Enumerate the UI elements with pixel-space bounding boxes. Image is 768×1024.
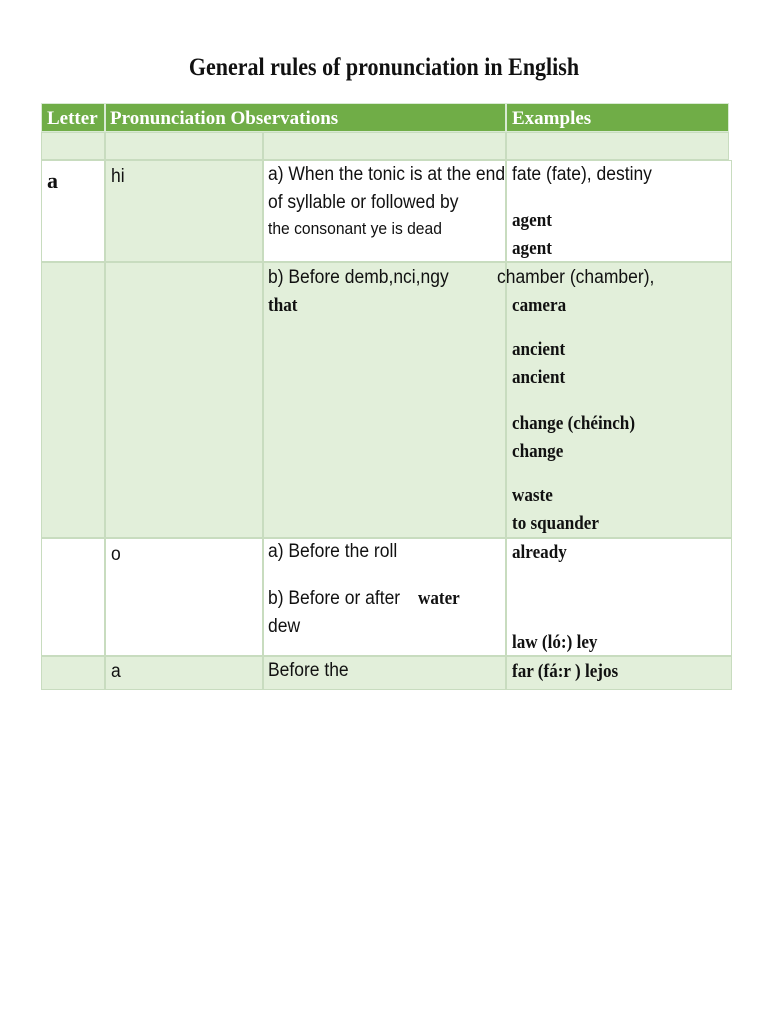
example-line: to squander xyxy=(512,513,599,534)
example-line: change xyxy=(512,441,564,462)
header-cell-pronunciation xyxy=(105,103,506,132)
observation-line: water xyxy=(418,588,460,609)
example-line: ancient xyxy=(512,367,566,388)
example-line: already xyxy=(512,542,567,563)
example-line: camera xyxy=(512,295,567,316)
pronunciation-value: a xyxy=(111,661,121,682)
table-row-2-pronunciation xyxy=(105,262,263,538)
example-line: law (ló:) ley xyxy=(512,632,598,653)
observation-line: of syllable or followed by xyxy=(268,192,459,213)
example-line: chamber (chamber), xyxy=(497,267,655,288)
table-row-2-observations xyxy=(263,262,506,538)
observation-line: a) When the tonic is at the end xyxy=(268,164,506,185)
pronunciation-value: hi xyxy=(111,166,125,187)
example-line: change (chéinch) xyxy=(512,413,636,434)
letter-value: a xyxy=(47,168,58,193)
empty-cell xyxy=(105,132,263,160)
table-row-4-pronunciation xyxy=(105,656,263,690)
observation-line: the consonant ye is dead xyxy=(268,219,442,238)
table-row-2-letter xyxy=(41,262,105,538)
example-line: ancient xyxy=(512,339,566,360)
example-line: fate (fate), destiny xyxy=(512,164,652,185)
example-line: waste xyxy=(512,485,553,506)
example-line: agent xyxy=(512,210,552,231)
empty-cell xyxy=(41,132,105,160)
table-row-4-letter xyxy=(41,656,105,690)
pronunciation-value: o xyxy=(111,544,121,565)
observation-line: Before the xyxy=(268,660,349,681)
table-row-1-letter xyxy=(41,160,105,262)
example-line: agent xyxy=(512,238,552,259)
header-pronunciation-label: Pronunciation Observations xyxy=(110,108,339,129)
observation-line: dew xyxy=(268,616,301,637)
table-row-1-pronunciation xyxy=(105,160,263,262)
observation-line: that xyxy=(268,295,298,316)
empty-cell xyxy=(263,132,506,160)
header-examples-label: Examples xyxy=(512,108,592,129)
header-cell-letter xyxy=(41,103,105,132)
page-title: General rules of pronunciation in English xyxy=(188,54,580,81)
empty-cell xyxy=(506,132,729,160)
observation-line: b) Before or after xyxy=(268,588,401,609)
observation-line: a) Before the roll xyxy=(268,541,398,562)
table-row-3-letter xyxy=(41,538,105,656)
example-line: far (fá:r ) lejos xyxy=(512,661,619,682)
observation-line: b) Before demb,nci,ngy xyxy=(268,267,449,288)
table-row-3-pronunciation xyxy=(105,538,263,656)
header-cell-examples xyxy=(506,103,729,132)
header-letter-label: Letter xyxy=(47,108,98,129)
